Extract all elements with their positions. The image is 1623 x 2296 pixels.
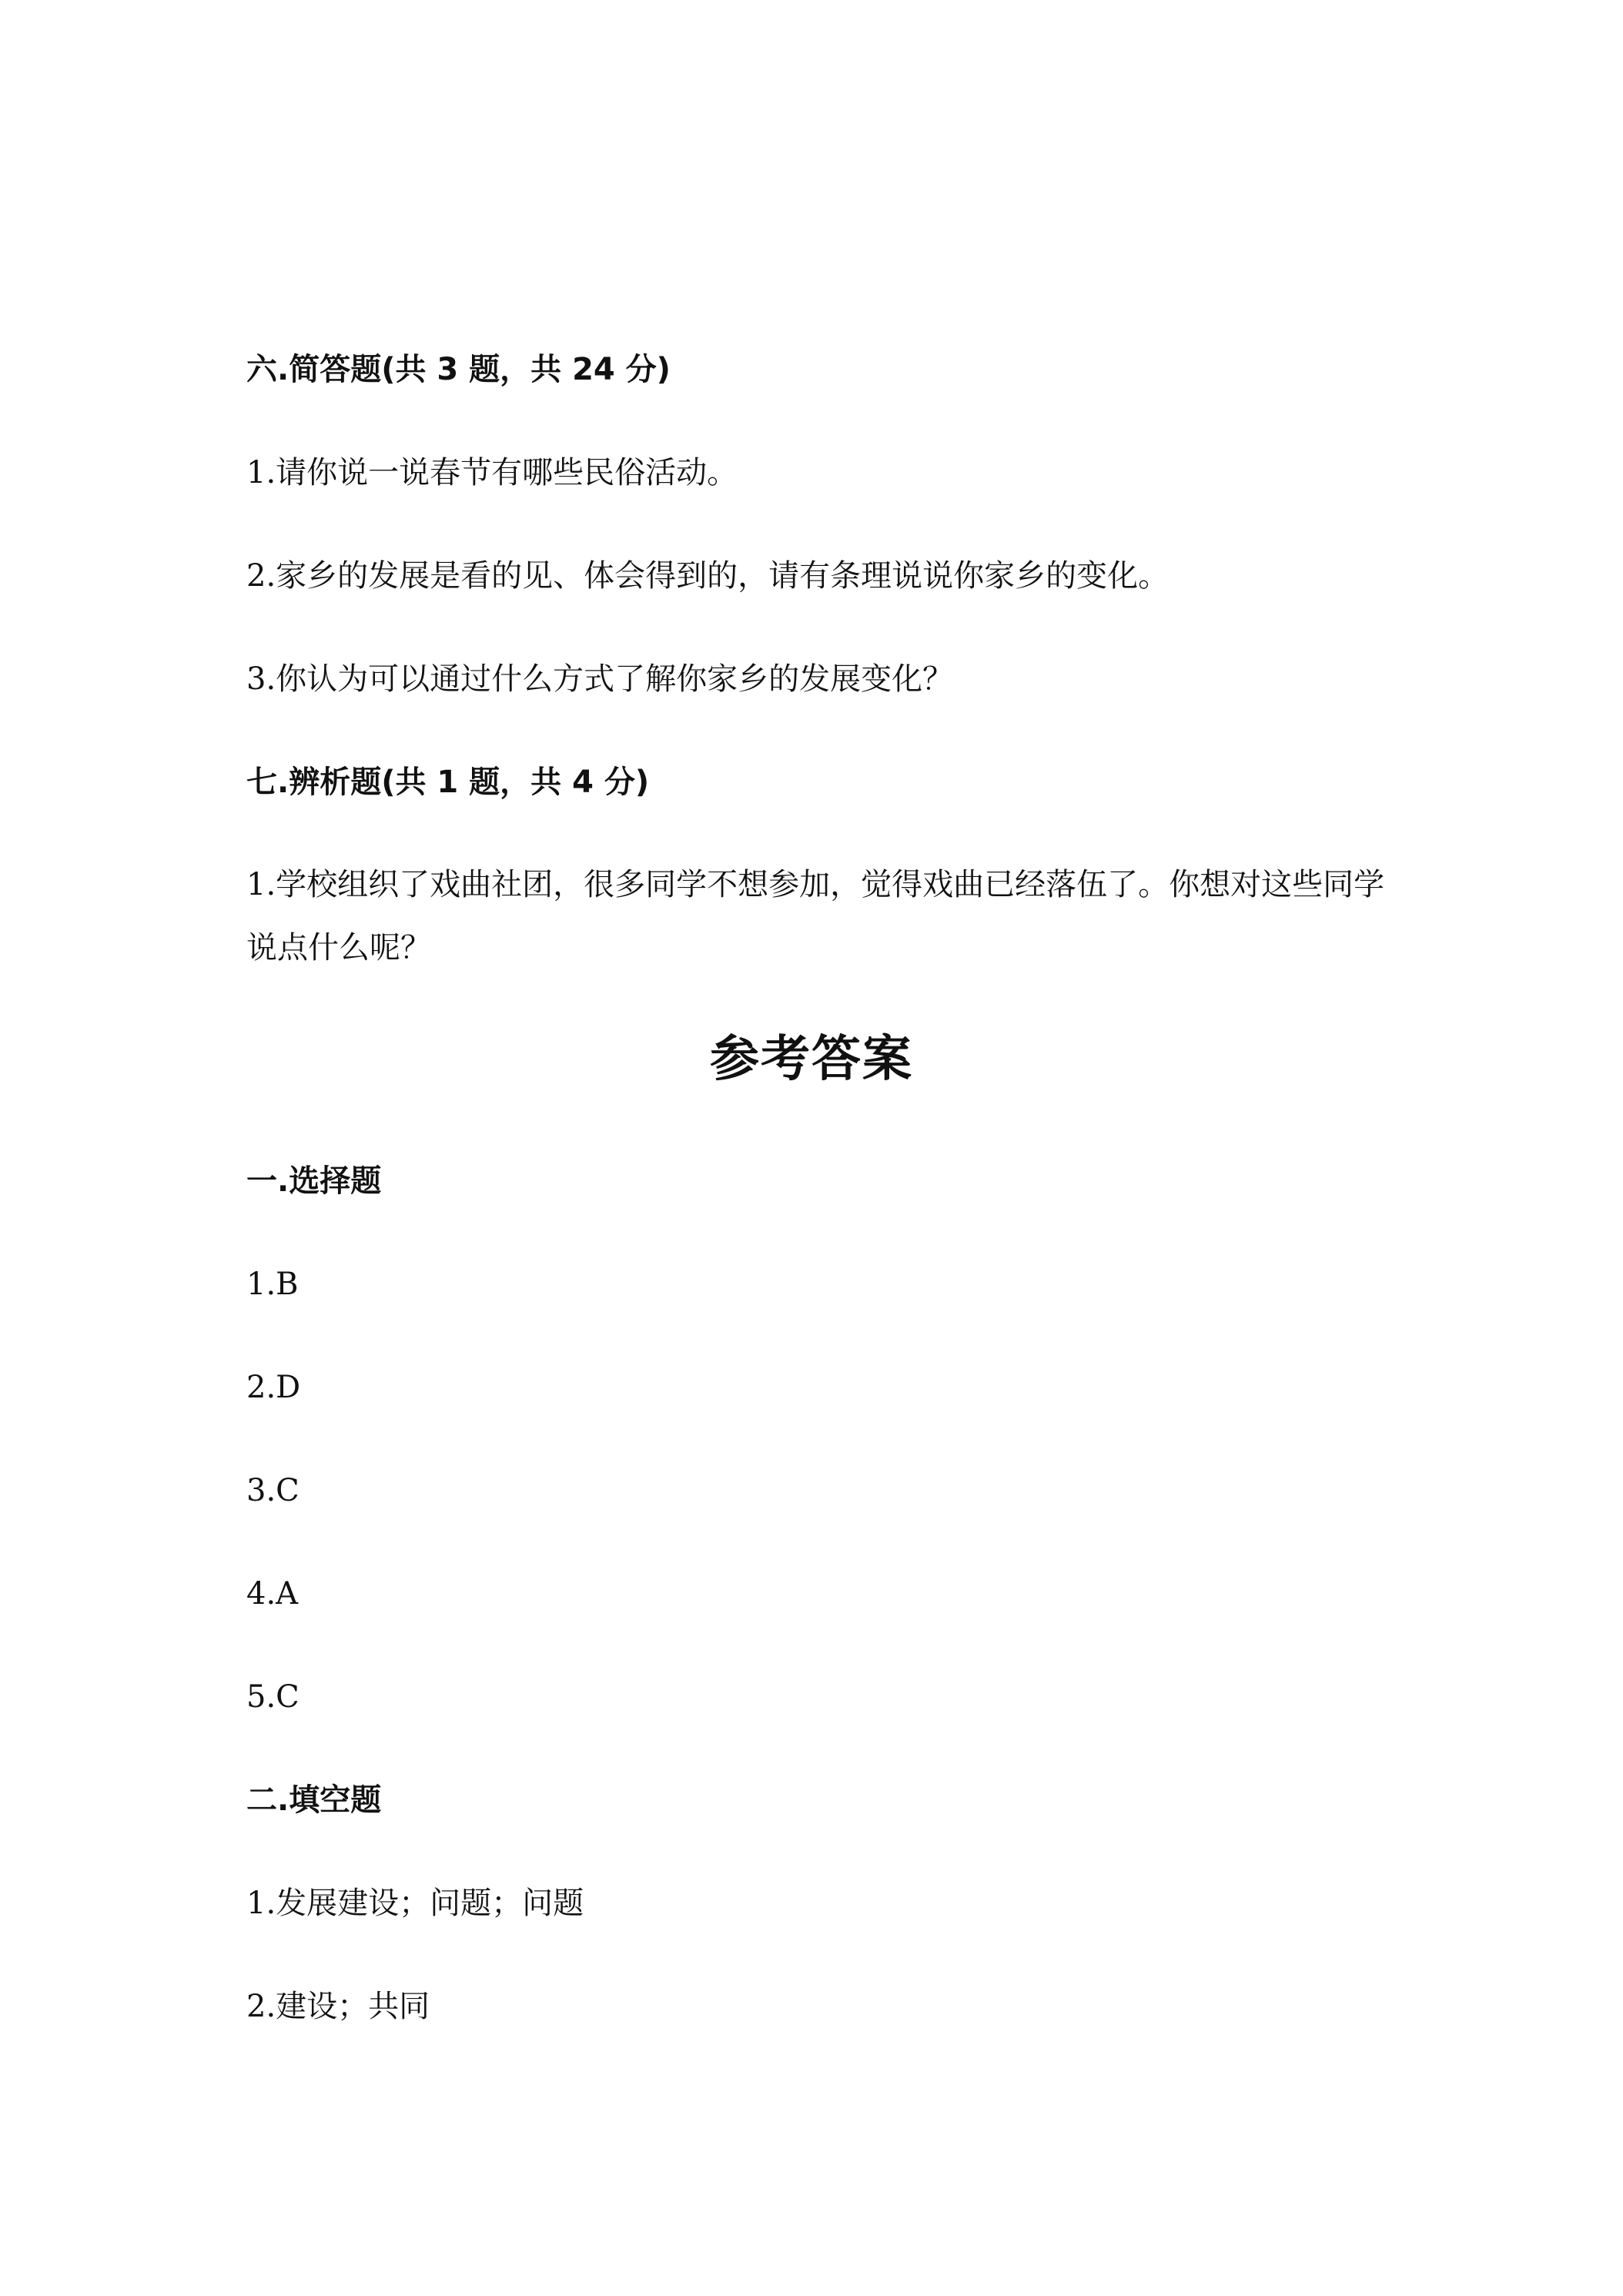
answers-choice-heading: 一.选择题 — [246, 1163, 382, 1199]
answer-choice-1: 1.B — [246, 1267, 299, 1302]
answer-choice-2: 2.D — [246, 1370, 301, 1405]
answer-fill-1: 1.发展建设；问题；问题 — [246, 1886, 584, 1921]
section7-heading: 七.辨析题(共 1 题，共 4 分) — [246, 765, 650, 800]
section7-question-1: 1.学校组织了戏曲社团，很多同学不想参加，觉得戏曲已经落伍了。你想对这些同学说点什么呢？ — [246, 867, 1385, 966]
answer-choice-3: 3.C — [246, 1473, 300, 1508]
answers-fill-heading: 二.填空题 — [246, 1782, 382, 1818]
section6-question-3: 3.你认为可以通过什么方式了解你家乡的发展变化？ — [246, 661, 954, 697]
answer-choice-5: 5.C — [246, 1679, 300, 1715]
answer-choice-4: 4.A — [246, 1576, 299, 1612]
answer-fill-2: 2.建设；共同 — [246, 1989, 430, 2024]
section6-question-2: 2.家乡的发展是看的见、体会得到的，请有条理说说你家乡的变化。 — [246, 558, 1170, 594]
section6-heading: 六.简答题(共 3 题，共 24 分) — [246, 352, 671, 387]
section6-question-1: 1.请你说一说春节有哪些民俗活动。 — [246, 455, 738, 490]
answers-title: 参考答案 — [710, 1031, 913, 1088]
